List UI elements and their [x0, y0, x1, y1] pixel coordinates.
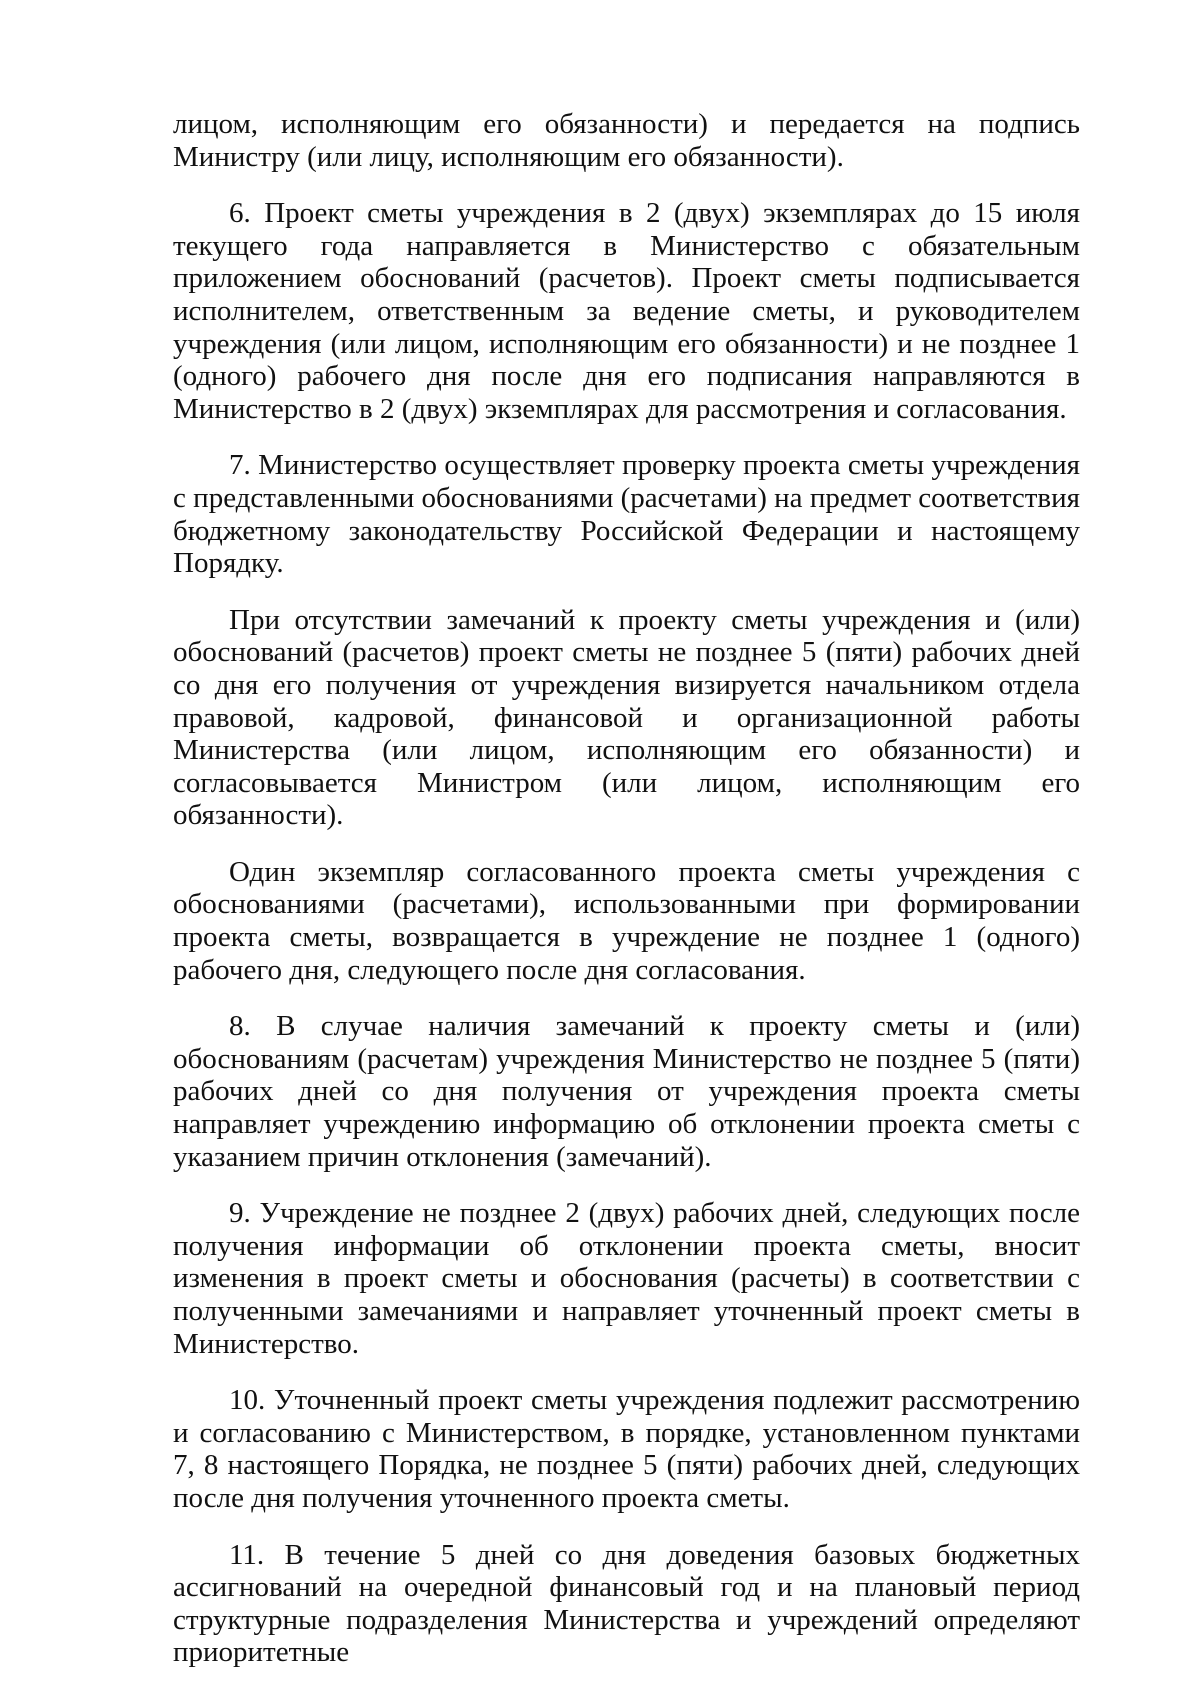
paragraph-item-11: 11. В течение 5 дней со дня доведения базовых бюджетных ассигнований на очередной финансовый год и на плановый период структурные подразделения Министерства и учреждений определяют приоритетные	[173, 1538, 1080, 1669]
paragraph-continuation: лицом, исполняющим его обязанности) и передается на подпись Министру (или лицу, исполняющим его обязанности).	[173, 108, 1080, 173]
paragraph-no-remarks: При отсутствии замечаний к проекту сметы учреждения и (или) обоснований (расчетов) проект сметы не позднее 5 (пяти) рабочих дней со дня его получения от учреждения визируется начальником отдела правовой, кадровой, финансовой и организационной работы Министерства (или лицом, исполняющим его обязанности) и согласовывается Министром (или лицом, исполняющим его обязанности).	[173, 603, 1080, 832]
paragraph-item-10: 10. Уточненный проект сметы учреждения подлежит рассмотрению и согласованию с Министерством, в порядке, установленном пунктами 7, 8 настоящего Порядка, не позднее 5 (пяти) рабочих дней, следующих после дня получения уточненного проекта сметы.	[173, 1384, 1080, 1514]
paragraph-item-9: 9. Учреждение не позднее 2 (двух) рабочих дней, следующих после получения информации об отклонении проекта сметы, вносит изменения в проект сметы и обоснования (расчеты) в соответствии с полученными замечаниями и направляет уточненный проект сметы в Министерство.	[173, 1197, 1080, 1360]
paragraph-item-8: 8. В случае наличия замечаний к проекту сметы и (или) обоснованиям (расчетам) учреждения Министерство не позднее 5 (пяти) рабочих дней со дня получения от учреждения проекта сметы направляет учреждению информацию об отклонении проекта сметы с указанием причин отклонения (замечаний).	[173, 1010, 1080, 1173]
paragraph-one-copy: Один экземпляр согласованного проекта сметы учреждения с обоснованиями (расчетами), использованными при формировании проекта сметы, возвращается в учреждение не позднее 1 (одного) рабочего дня, следующего после дня согласования.	[173, 855, 1080, 986]
paragraph-item-6: 6. Проект сметы учреждения в 2 (двух) экземплярах до 15 июля текущего года направляется в Министерство с обязательным приложением обоснований (расчетов). Проект сметы подписывается исполнителем, ответственным за ведение сметы, и руководителем учреждения (или лицом, исполняющим его обязанности) и не позднее 1 (одного) рабочего дня после дня его подписания направляются в Министерство в 2 (двух) экземплярах для рассмотрения и согласования.	[173, 197, 1080, 425]
paragraph-item-7: 7. Министерство осуществляет проверку проекта сметы учреждения с представленными обоснованиями (расчетами) на предмет соответствия бюджетному законодательству Российской Федерации и настоящему Порядку.	[173, 449, 1080, 580]
